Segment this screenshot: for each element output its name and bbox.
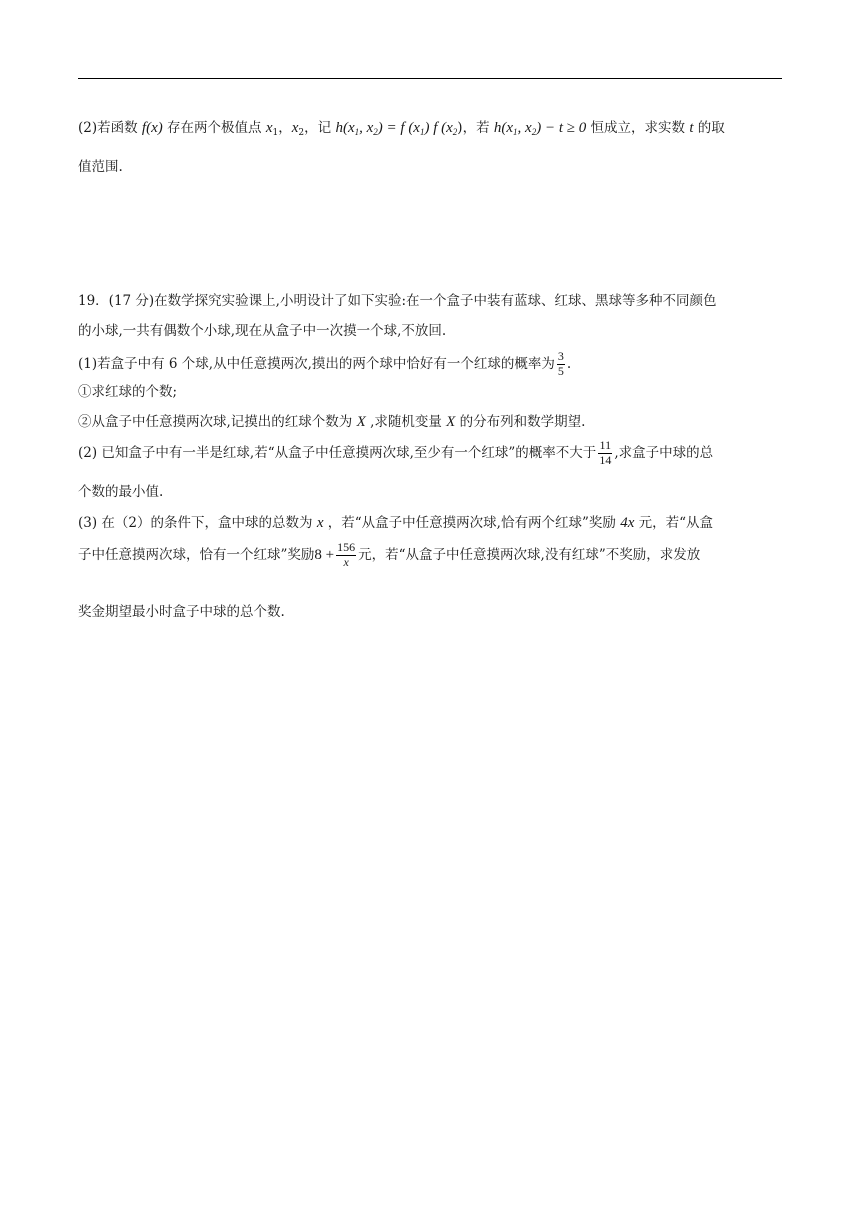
q19-part2-line2: 个数的最小值. — [78, 484, 164, 500]
fraction-3-5: $\frac{3}{5}$ — [557, 349, 564, 378]
fx-expr: f(x) — [141, 120, 163, 136]
fraction-11-14: $\frac{11}{14}$ — [599, 438, 612, 467]
q19-part3-line3: 奖金期望最小时盒子中球的总个数. — [78, 604, 285, 620]
fraction-156-x: $\frac{156}{x}$ — [337, 540, 356, 569]
q19-line1: 19．(17 分)在数学探究实验课上,小明设计了如下实验:在一个盒子中装有蓝球、红球、黑球等多种不同颜色 — [78, 293, 717, 309]
header-rule — [78, 78, 782, 79]
q19-line2: 的小球,一共有偶数个小球,现在从盒子中一次摸一个球,不放回. — [78, 323, 447, 339]
q19-part2: (2) 已知盒子中有一半是红球,若“从盒子中任意摸两次球,至少有一个红球”的概率不大于 $\frac{11}{14}$ ,求盒子中球的总 — [78, 438, 714, 467]
h-inequality: $h(x_1$, $x_2) - t \ge 0$ — [493, 120, 587, 137]
part2-line1: (2)若函数 f(x) 存在两个极值点 $x_1$，$x_2$，记 $h(x_1$, $x_2) = f$ $(x_1)$ f $(x_2)$，若 $h(x_1$, $x_2) - t \ge 0$ 恒成立，求实数 t 的取 — [78, 120, 725, 138]
q19-sub2: ②从盒子中任意摸两次球,记摸出的红球个数为 X ,求随机变量 X 的分布列和数学期望. — [78, 414, 586, 430]
part2-line2: 值范围. — [78, 159, 123, 175]
q19-part3: (3) 在（2）的条件下，盒中球的总数为 x ，若“从盒子中任意摸两次球,恰有两个红球”奖励 4x 元，若“从盒 — [78, 515, 714, 531]
q19-sub1: ①求红球的个数; — [78, 384, 178, 400]
q19-part3-line2: 子中任意摸两次球，恰有一个红球”奖励8 + $\frac{156}{x}$ 元，若“从盒子中任意摸两次球,没有红球”不奖励，求发放 — [78, 540, 701, 569]
q19-part1: (1)若盒子中有 6 个球,从中任意摸两次,摸出的两个球中恰好有一个红球的概率为 $\frac{3}{5}$ . — [78, 349, 572, 378]
h-definition: $h(x_1$, $x_2) = f$ $(x_1)$ f ($x_2$ — [335, 120, 458, 137]
